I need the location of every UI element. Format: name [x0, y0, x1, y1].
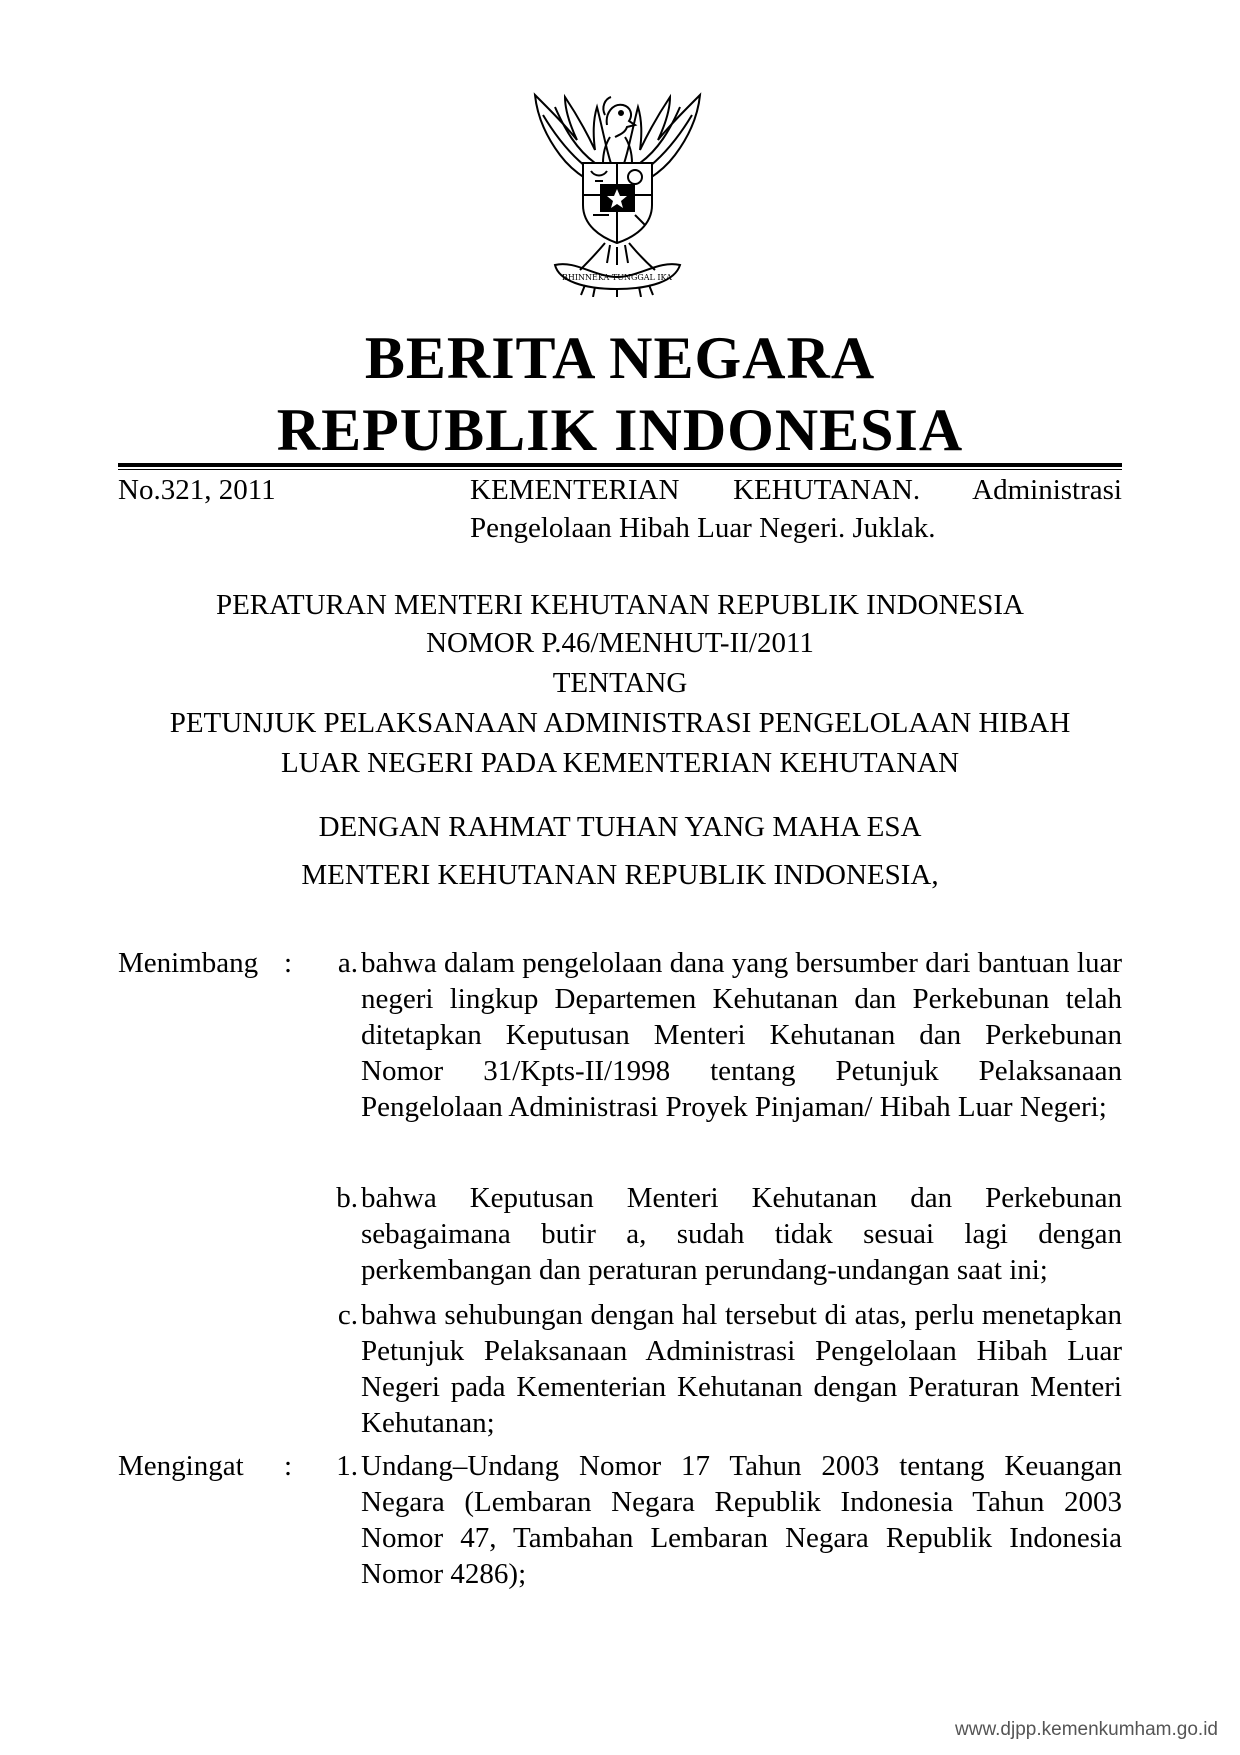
menimbang-label: Menimbang [118, 947, 259, 979]
regulation-about: TENTANG [552, 667, 688, 699]
preamble-line2: MENTERI KEHUTANAN REPUBLIK INDONESIA, [301, 859, 939, 891]
garuda-emblem-icon [515, 85, 720, 297]
masthead-title: BERITA NEGARA [364, 325, 876, 391]
menimbang-item-marker: a. [337, 947, 358, 979]
gazette-description-line1: KEMENTERIAN KEHUTANAN. Administrasi [470, 474, 1122, 506]
preamble-line1: DENGAN RAHMAT TUHAN YANG MAHA ESA [318, 811, 922, 843]
regulation-subject-line1: PETUNJUK PELAKSANAAN ADMINISTRASI PENGELOLAAN HIBAH [169, 707, 1071, 739]
menimbang-item-marker: c. [337, 1299, 358, 1331]
gazette-description-line2: Pengelolaan Hibah Luar Negeri. Juklak. [470, 512, 936, 544]
menimbang-item-text: bahwa sehubungan dengan hal tersebut di atas, perlu menetapkan Petunjuk Pelaksanaan Administrasi Pengelolaan Hibah Luar Negeri pada Kementerian Kehutanan dengan Peraturan Menteri Kehutanan; [361, 1299, 1122, 1439]
gazette-number: No.321, 2011 [118, 474, 276, 506]
regulation-subject-line2: LUAR NEGERI PADA KEMENTERIAN KEHUTANAN [280, 747, 960, 779]
mengingat-item-marker: 1. [336, 1450, 358, 1482]
menimbang-item-text: bahwa Keputusan Menteri Kehutanan dan Perkebunan sebagaimana butir a, sudah tidak sesuai lagi dengan perkembangan dan peraturan perundang-undangan saat ini; [361, 1182, 1122, 1286]
mengingat-item-text: Undang–Undang Nomor 17 Tahun 2003 tentang Keuangan Negara (Lembaran Negara Republik Indonesia Tahun 2003 Nomor 47, Tambahan Lembaran Negara Republik Indonesia Nomor 4286); [361, 1450, 1122, 1590]
menimbang-item-marker: b. [336, 1182, 358, 1214]
mengingat-colon: : [284, 1450, 293, 1482]
emblem-motto-text: BHINNEKA TUNGGAL IKA [562, 273, 672, 282]
source-url-link[interactable]: www.djpp.kemenkumham.go.id [955, 1719, 1218, 1740]
header-divider-thin [118, 469, 1122, 470]
header-divider [118, 463, 1122, 467]
masthead-subtitle: REPUBLIK INDONESIA [276, 397, 964, 463]
regulation-number: NOMOR P.46/MENHUT-II/2011 [426, 627, 814, 659]
regulation-title: PERATURAN MENTERI KEHUTANAN REPUBLIK INDONESIA [215, 589, 1025, 621]
menimbang-colon: : [284, 947, 293, 979]
mengingat-label: Mengingat [118, 1450, 244, 1482]
menimbang-item-text: bahwa dalam pengelolaan dana yang bersumber dari bantuan luar negeri lingkup Departemen Kehutanan dan Perkebunan telah ditetapkan Keputusan Menteri Kehutanan dan Perkebunan Nomor 31/Kpts-II/1998 tentang Petunjuk Pelaksanaan Pengelolaan Administrasi Proyek Pinjaman/ Hibah Luar Negeri; [361, 947, 1122, 1123]
